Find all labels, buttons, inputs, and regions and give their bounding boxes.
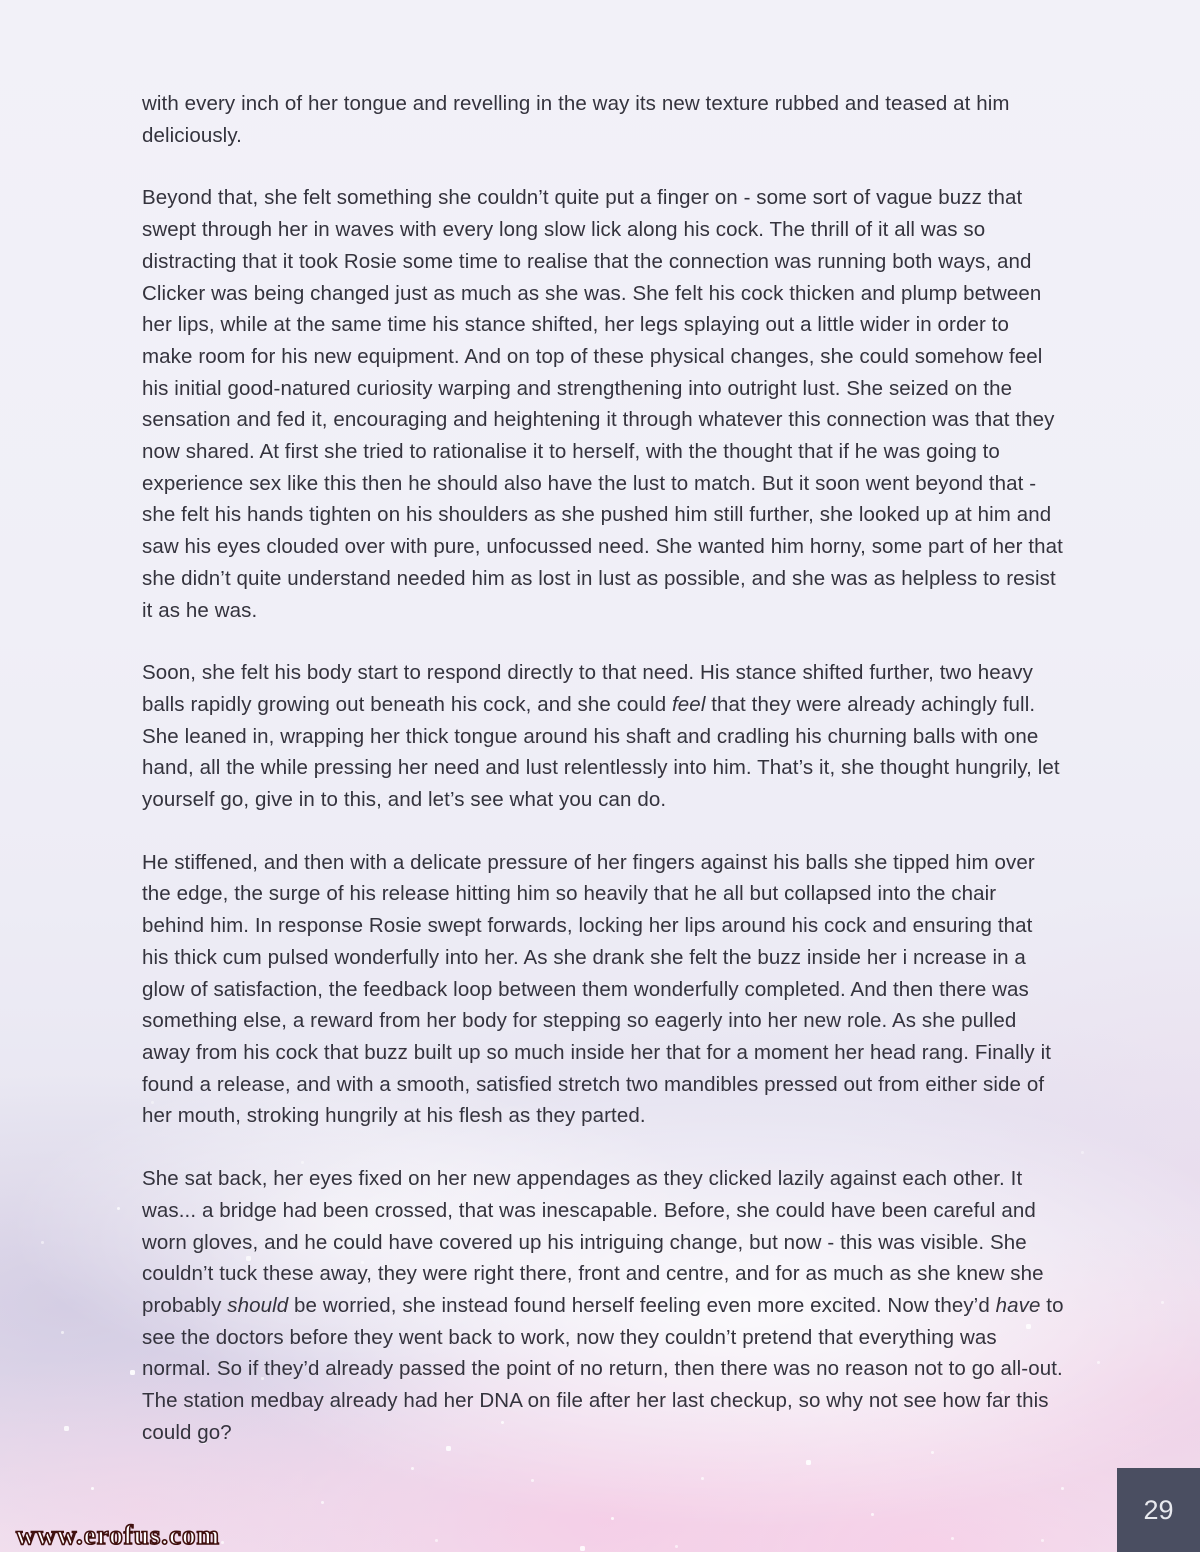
story-text	[142, 88, 1064, 1479]
story-paragraph	[142, 657, 1064, 816]
story-paragraph	[142, 1163, 1064, 1448]
story-segment: with every inch of her tongue and revelling in the way its new texture rubbed and teased at him deliciously.	[142, 92, 1010, 147]
page-number: 29	[1143, 1494, 1174, 1525]
story-segment-italic: should	[227, 1293, 289, 1317]
story-segment: be worried, she instead found herself feeling even more excited. Now they’d	[288, 1293, 996, 1317]
story-paragraph	[142, 182, 1064, 626]
story-segment: that they were already achingly full. She leaned in, wrapping her thick tongue around his shaft and cradling his churning balls with one hand, all the while pressing her need and lust relentlessly into him. That’s it, she thought hungrily, let yourself go, give in to this, and let’s see what you can do.	[142, 692, 1060, 812]
story-paragraph	[142, 88, 1064, 151]
story-paragraph	[142, 847, 1064, 1132]
story-segment: Soon, she felt his body start to respond directly to that need. His stance shifted further, two heavy balls rapidly growing out beneath his cock, and she could	[142, 661, 1033, 716]
page-number-badge	[1117, 1468, 1200, 1552]
story-segment: He stiffened, and then with a delicate pressure of her fingers against his balls she tipped him over the edge, the surge of his release hitting him so heavily that he all but collapsed into the chair behind him. In response Rosie swept forwards, locking her lips around his cock and ensuring that his thick cum pulsed wonderfully into her. As she drank she felt the buzz inside her i ncrease in a glow of satisfaction, the feedback loop between them wonderfully completed. And then there was something else, a reward from her body for stepping so eagerly into her new role. As she pulled away from his cock that buzz built up so much inside her that for a moment her head rang. Finally it found a release, and with a smooth, satisfied stretch two mandibles pressed out from either side of her mouth, stroking hungrily at his flesh as they parted.	[142, 850, 1052, 1128]
story-segment-italic: feel	[672, 692, 706, 716]
story-segment: Beyond that, she felt something she couldn’t quite put a finger on - some sort of vague buzz that swept through her in waves with every long slow lick along his cock. The thrill of it all was so distracting that it took Rosie some time to realise that the connection was running both ways, and Clicker was being changed just as much as she was. She felt his cock thicken and plump between her lips, while at the same time his stance shifted, her legs splaying out a little wider in order to make room for his new equipment. And on top of these physical changes, she could somehow feel his initial good-natured curiosity warping and strengthening into outright lust. She seized on the sensation and fed it, encouraging and heightening it through whatever this connection was that they now shared. At first she tried to rationalise it to herself, with the thought that if he was going to experience sex like this then he should also have the lust to match. But it soon went beyond that - she felt his hands tighten on his shoulders as she pushed him still further, she looked up at him and saw his eyes clouded over with pure, unfocussed need. She wanted him horny, some part of her that she didn’t quite understand needed him as lost in lust as possible, and she was as helpless to resist it as he was.	[142, 186, 1063, 622]
story-segment-italic: have	[995, 1293, 1041, 1317]
story-segment: to see the doctors before they went back to work, now they couldn’t pretend that everything was normal. So if they’d already passed the point of no return, then there was no reason not to go all-out. The station medbay already had her DNA on file after her last checkup, so why not see how far this could go?	[142, 1293, 1064, 1444]
story-segment: She sat back, her eyes fixed on her new appendages as they clicked lazily against each other. It was... a bridge had been crossed, that was inescapable. Before, she could have been careful and worn gloves, and he could have covered up his intriguing change, but now - this was visible. She couldn’t tuck these away, they were right there, front and centre, and for as much as she knew she probably	[142, 1167, 1044, 1317]
watermark: www.erofus.com	[16, 1520, 220, 1550]
star-sparkles-large	[0, 0, 1, 1]
